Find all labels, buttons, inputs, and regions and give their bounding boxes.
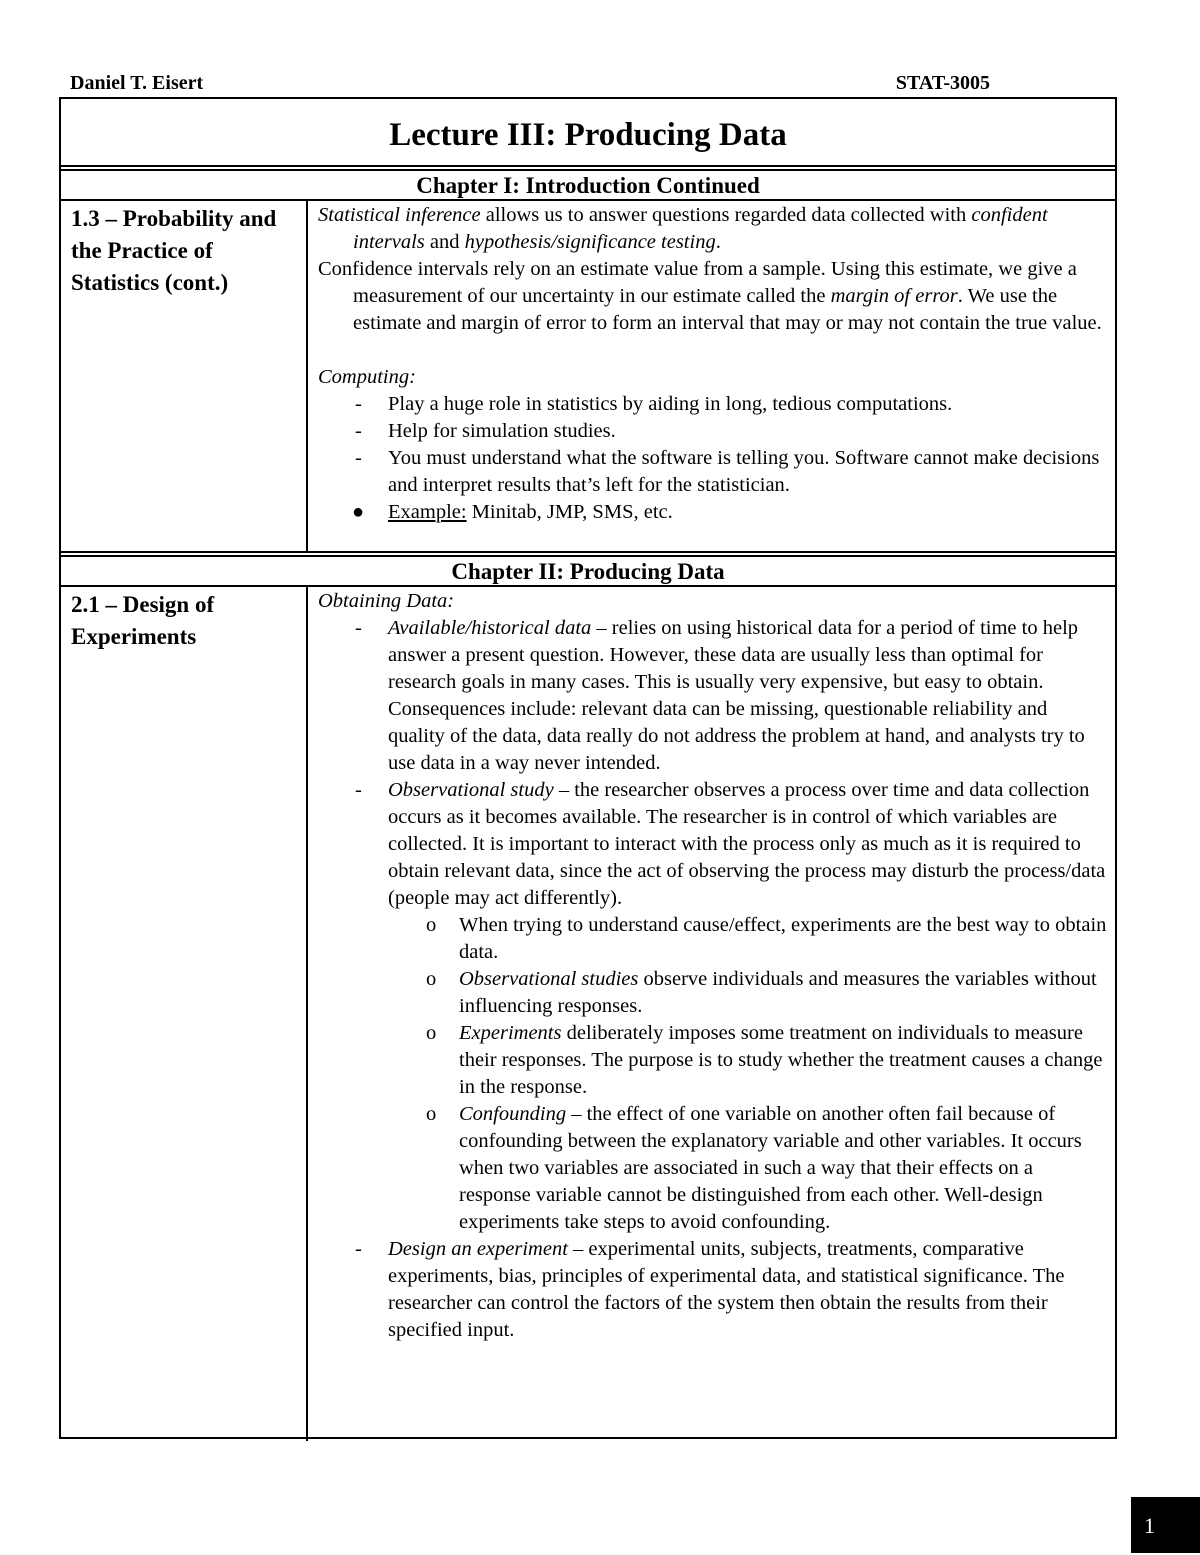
paragraph: Statistical inference allows us to answer questions regarded data collected with confident intervals and hypothesis/significance testing. [318,204,1048,253]
section-label: 2.1 – Design of Experiments [71,592,215,649]
section-label: 1.3 – Probability and the Practice of Statistics (cont.) [71,206,277,295]
list-item: ● Example: Minitab, JMP, SMS, etc. [318,499,1108,526]
page-header [70,72,990,98]
bullet-icon: ● [352,501,365,523]
sub-list-item: o Experiments deliberately imposes some treatment on individuals to measure their responses. The purpose is to study whether the treatment causes a change in the response. [426,1022,1103,1098]
subheading: Obtaining Data: [318,590,455,612]
divider [61,165,1115,167]
sub-list-item: o Observational studies observe individuals and measures the variables without influencing responses. [426,968,1097,1017]
chapter-heading: Chapter I: Introduction Continued [416,173,760,198]
list-item: - Help for simulation studies. [355,420,616,442]
page-number: 1 [1131,1497,1200,1553]
subheading: Computing: [318,366,416,388]
paragraph: Confidence intervals rely on an estimate value from a sample. Using this estimate, we give a measurement of our uncertainty in our estimate called the margin of error. We use the estimate and margin of error to form an interval that may or may not contain the true value. [318,258,1102,334]
course-code: STAT-3005 [895,72,990,94]
divider [61,551,1115,553]
sub-list-item: o When trying to understand cause/effect, experiments are the best way to obtain data. [426,914,1107,963]
notes-table [59,97,1117,1439]
lecture-title: Lecture III: Producing Data [389,117,787,153]
column-divider [306,585,308,1441]
divider [61,199,1115,201]
sub-list-item: o Confounding – the effect of one variable on another often fail because of confounding between the explanatory variable and other variables. It occurs when two variables are associated in such a way that their effects on a response variable cannot be distinguished from each other. Well-design experiments take steps to avoid confounding. [426,1103,1082,1233]
section-content [318,202,1108,526]
list-item: - You must understand what the software is telling you. Software cannot make decisions and interpret results that’s left for the statistician. [355,447,1100,496]
list-item: - Play a huge role in statistics by aiding in long, tedious computations. [355,393,953,415]
list-item: - Available/historical data – relies on using historical data for a period of time to help answer a present question. However, these data are usually less than optimal for research goals in many cases. This is usually very expensive, but easy to obtain. Consequences include: relevant data can be missing, questionable reliability and quality of the data, data really do not address the problem at hand, and analysts try to use data in a way never intended. [355,617,1085,774]
author-name: Daniel T. Eisert [70,72,204,94]
list-item: - Observational study – the researcher observes a process over time and data collection occurs as it becomes available. The researcher is in control of which variables are collected. It is important to interact with the process only as much as it is required to obtain relevant data, since the act of observing the process may disturb the process/data (people may act differently). [355,779,1106,909]
list-item: - Design an experiment – experimental units, subjects, treatments, comparative experiments, bias, principles of experimental data, and statistical significance. The researcher can control the factors of the system then obtain the results from their specified input. [355,1238,1065,1341]
section-content [318,588,1108,1344]
column-divider [306,199,308,553]
divider [61,585,1115,587]
chapter-heading: Chapter II: Producing Data [451,559,725,584]
